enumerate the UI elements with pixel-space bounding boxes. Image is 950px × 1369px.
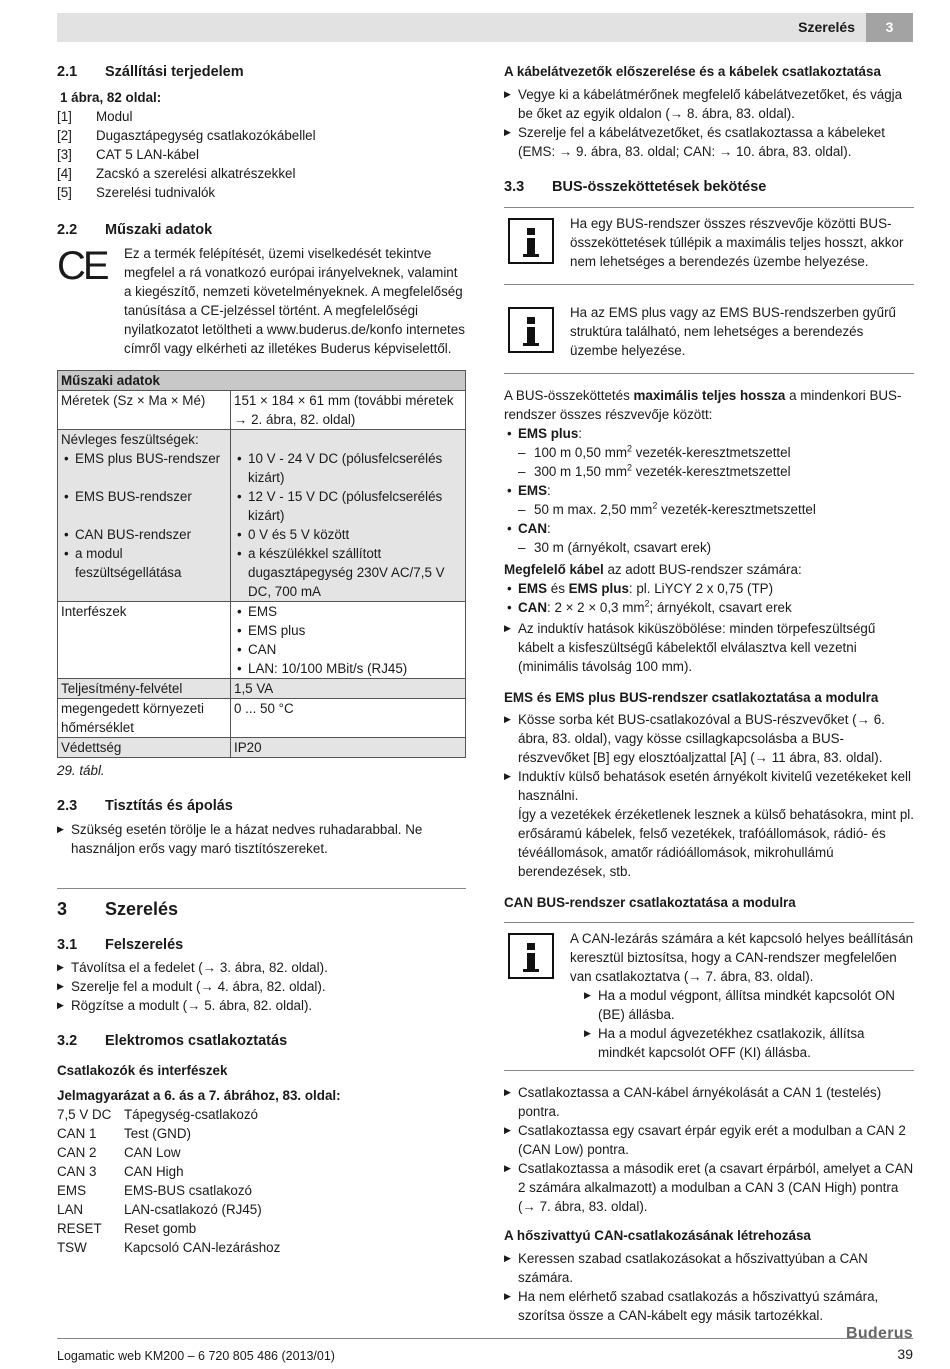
header-title: Szerelés	[798, 19, 855, 35]
page-footer	[57, 1338, 913, 1363]
list-item: ▶ Ha nem elérhető szabad csatlakozás a hőszivattyú számára, szorítsa össze a CAN-kábelt egy másik tartozékkal.	[504, 1287, 914, 1325]
info-note-2: Ha az EMS plus vagy az EMS BUS-rendszerben gyűrű struktúra található, nem lehetséges a berendezés üzembe helyezése.	[504, 285, 914, 365]
section-2-3-heading: 2.3 Tisztítás és ápolás	[57, 798, 233, 814]
note-rule	[504, 1070, 914, 1071]
interfaces-values: • EMS • EMS plus • CAN • LAN: 10/100 MBit/s (RJ45)	[231, 602, 466, 679]
list-item: ▶ Szerelje fel a kábelátvezetőket, és csatlakoztassa a kábeleket (EMS: → 9. ábra, 83. oldal; CAN: → 10. ábra, 83. oldal).	[504, 123, 914, 161]
protection-label: Védettség	[58, 738, 231, 758]
left-column	[57, 62, 467, 1257]
list-item: ▶ Csatlakoztassa egy csavart érpár egyik erét a modulban a CAN 2 (CAN Low) pontra.	[504, 1121, 914, 1159]
list-item: EMS EMS-BUS csatlakozó	[57, 1183, 252, 1198]
list-item: CAN 1 Test (GND)	[57, 1126, 191, 1141]
chapter-number: 3	[866, 13, 913, 42]
table-caption: 29. tábl.	[57, 763, 105, 778]
list-item: ▶ Csatlakoztassa a CAN-kábel árnyékolását a CAN 1 (testelés) pontra.	[504, 1083, 914, 1121]
list-item: [1] Modul	[57, 109, 133, 124]
dim-label: Méretek (Sz × Ma × Mé)	[58, 391, 231, 430]
note-rule	[504, 373, 914, 374]
info-icon	[508, 218, 554, 264]
ce-block	[57, 244, 467, 358]
list-item: [3] CAT 5 LAN-kábel	[57, 147, 199, 162]
buderus-logo: Buderus	[846, 1325, 913, 1342]
info-icon	[508, 307, 554, 353]
protection-value: IP20	[231, 738, 466, 758]
ems-connect-note: Így a vezetékek érzéketlenek lesznek a külső behatásokra, mint pl. erősáramú kábelek, felső vezetékek, trafóállomások, rádió- és tévéállomások, amatőr rádióállomások, mikrohullámú berendezések, stb.	[518, 807, 914, 879]
section-divider	[57, 888, 466, 889]
chapter-3-heading: 3 Szerelés	[57, 899, 179, 919]
list-item: – 100 m 0,50 $mm^2$ vezeték-keresztmetszettel	[504, 443, 914, 462]
list-item: ▶ Csatlakoztassa a második eret (a csavart érpárból, amelyet a CAN 2 számára alkalmazott) a modulban a CAN 3 (CAN High) pontra (→ 7. ábra, 83. oldal).	[504, 1159, 914, 1216]
list-item: LAN LAN-csatlakozó (RJ45)	[57, 1202, 262, 1217]
section-2-2-heading: 2.2 Műszaki adatok	[57, 222, 213, 238]
section-3-1-heading: 3.1 Felszerelés	[57, 937, 184, 953]
info-note-3: A CAN-lezárás számára a két kapcsoló helyes beállításán keresztül biztosítsa, hogy a CAN-rendszer megfelelően van csatlakoztatva (→ 7. ábra, 83. oldal). ▶ Ha a modul végpont, állítsa mindkét kapcsolót ON (BE) állásba. ▶ Ha a modul ágvezetékhez csatlakozik, állítsa mindkét kapcsolót OFF (KI) állásba.	[504, 923, 914, 1062]
cable-prep-list	[504, 85, 914, 161]
list-item: RESET Reset gomb	[57, 1221, 197, 1236]
power-label: Teljesítmény-felvétel	[58, 679, 231, 699]
list-item: • EMS és EMS plus: pl. LiYCY 2 x 0,75 (TP)	[504, 579, 914, 598]
list-item: – 30 m (árnyékolt, csavart erek)	[504, 538, 914, 557]
legend-list	[57, 1105, 467, 1257]
can-list	[504, 1083, 914, 1216]
list-item: ▶ Távolítsa el a fedelet (→ 3. ábra, 82. oldal).	[57, 958, 467, 977]
section-3-2-heading: 3.2 Elektromos csatlakoztatás	[57, 1033, 288, 1049]
page-header	[57, 13, 913, 42]
list-item: – 300 m 1,50 $mm^2$ vezeték-keresztmetszettel	[504, 462, 914, 481]
list-item: ▶ Szerelje fel a modult (→ 4. ábra, 82. oldal).	[57, 977, 467, 996]
bus-length-intro: A BUS-összeköttetés maximális teljes hossza a mindenkori BUS-rendszer összes részvevője között:	[504, 388, 902, 422]
power-value: 1,5 VA	[231, 679, 466, 699]
footer-doc-id: Logamatic web KM200 – 6 720 805 486 (2013/01)	[57, 1349, 335, 1363]
tech-data-table	[57, 370, 466, 758]
info-note-1: Ha egy BUS-rendszer összes részvevője közötti BUS-összeköttetések túllépik a maximális teljes hosszt, akkor nem lehetséges a berendezés üzembe helyezése.	[504, 208, 914, 276]
ce-text: Ez a termék felépítését, üzemi viselkedését tekintve megfelel a rá vonatkozó európai irányelveknek, valamint a kiegészítő, nemzeti követelményeknek. A megfelelőség tanúsítása a CE-jelzéssel történt. A megfelelőségi nyilatkozatot letöltheti a www.buderus.de/konfo internetes címről vagy elkérheti az illetékes Buderus képviselettől.	[124, 246, 465, 356]
list-item: [2] Dugasztápegység csatlakozókábellel	[57, 128, 316, 143]
list-item: CAN 2 CAN Low	[57, 1145, 181, 1160]
page-number: 39	[897, 1346, 913, 1362]
ems-connect-title: EMS és EMS plus BUS-rendszer csatlakoztatása a modulra	[504, 690, 879, 705]
list-item: ▶ Induktív külső behatások esetén árnyékolt kivitelű vezetékeket kell használni.	[504, 767, 914, 805]
right-column	[504, 62, 914, 1325]
dim-value: 151 × 184 × 61 mm (további méretek → 2. ábra, 82. oldal)	[231, 391, 466, 430]
list-item: CAN 3 CAN High	[57, 1164, 184, 1179]
legend-title: Jelmagyarázat a 6. ás a 7. ábrához, 83. oldal:	[57, 1088, 341, 1103]
cleaning-item: ▶ Szükség esetén törölje le a házat nedves ruhadarabbal. Ne használjon erős vagy maró tisztítószereket.	[57, 820, 467, 858]
list-item: ▶ Kösse sorba két BUS-csatlakozóval a BUS-részvevőket (→ 6. ábra, 83. oldal), vagy kösse csillagkapcsolásba a BUS-részvevőket [B] egy elosztóaljzattal [A] (→ 11 ábra, 83. oldal).	[504, 710, 914, 767]
list-item: • EMS plus:	[504, 424, 914, 443]
temp-value: 0 ... 50 °C	[231, 699, 466, 738]
ce-mark-icon: CE	[57, 244, 107, 288]
list-item: [4] Zacskó a szerelési alkatrészekkel	[57, 166, 296, 181]
voltage-labels: Névleges feszültségek: • EMS plus BUS-rendszer • EMS BUS-rendszer • CAN BUS-rendszer • a modul feszültségellátása	[58, 430, 231, 602]
list-item: [5] Szerelési tudnivalók	[57, 185, 216, 200]
cable-prep-title: A kábelátvezetők előszerelése és a kábelek csatlakoztatása	[504, 64, 881, 79]
voltage-values: • 10 V - 24 V DC (pólusfelcserélés kizárt) • 12 V - 15 V DC (pólusfelcserélés kizárt) • 0 V és 5 V között • a készülékkel szállított dugasztápegység 230V AC/7,5 V DC, 700 mA	[231, 430, 466, 602]
list-item: ▶ Keressen szabad csatlakozásokat a hőszivattyúban a CAN számára.	[504, 1249, 914, 1287]
list-item: TSW Kapcsoló CAN-lezáráshoz	[57, 1240, 281, 1255]
connectors-subheading: Csatlakozók és interfészek	[57, 1063, 228, 1078]
mounting-list	[57, 958, 467, 1015]
section-2-1-heading: 2.1 Szállítási terjedelem	[57, 64, 244, 80]
list-item: • CAN: 2 × 2 × 0,3 $mm^2$; árnyékolt, csavart erek	[504, 598, 914, 617]
delivery-ref: 1 ábra, 82 oldal:	[60, 90, 162, 105]
list-item: 7,5 V DC Tápegység-csatlakozó	[57, 1107, 258, 1122]
list-item: ▶ Az induktív hatások kiküszöbölése: minden törpefeszültségű kábelt a kisfeszültségű kábelektől elválasztva kell vezetni (minimális távolság 100 mm).	[504, 619, 914, 676]
table-header: Műszaki adatok	[58, 371, 466, 391]
section-3-3-heading: 3.3 BUS-összeköttetések bekötése	[504, 179, 767, 195]
can-connect-title: CAN BUS-rendszer csatlakoztatása a modulra	[504, 895, 796, 910]
heatpump-list	[504, 1249, 914, 1325]
list-item: • EMS:	[504, 481, 914, 500]
delivery-list	[57, 107, 467, 202]
list-item: ▶ Rögzítse a modult (→ 5. ábra, 82. oldal).	[57, 996, 467, 1015]
interfaces-label: Interfészek	[58, 602, 231, 679]
heatpump-title: A hőszivattyú CAN-csatlakozásának létrehozása	[504, 1228, 811, 1243]
list-item: • CAN:	[504, 519, 914, 538]
cable-intro: Megfelelő kábel az adott BUS-rendszer számára:	[504, 562, 802, 577]
list-item: ▶ Vegye ki a kábelátmérőnek megfelelő kábelátvezetőket, és vágja be őket az egyik oldalon (→ 8. ábra, 83. oldal).	[504, 85, 914, 123]
temp-label: megengedett környezeti hőmérséklet	[58, 699, 231, 738]
info-icon	[508, 933, 554, 979]
list-item: – 50 m max. 2,50 $mm^2$ vezeték-keresztmetszettel	[504, 500, 914, 519]
